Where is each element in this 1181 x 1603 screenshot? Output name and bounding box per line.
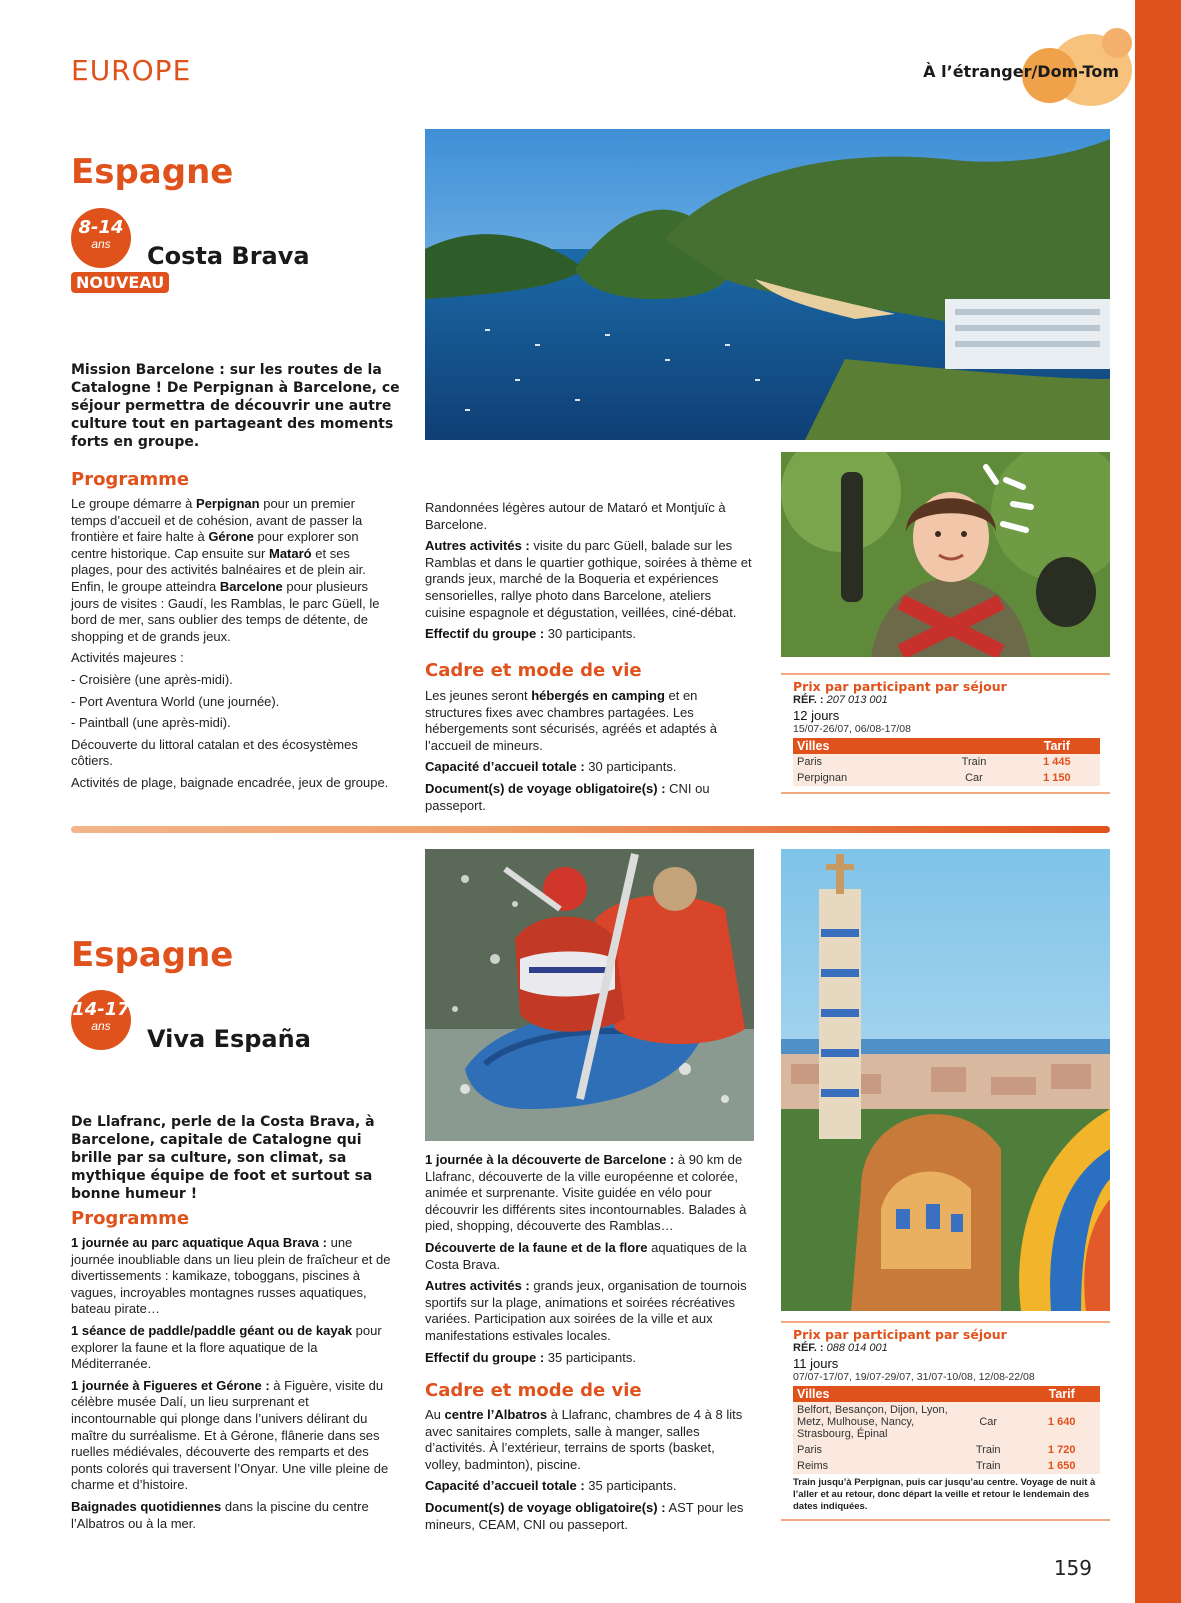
section-divider	[71, 826, 1110, 833]
reference: RÉF. : 207 013 001	[793, 694, 888, 706]
paragraph: Autres activités : visite du parc Güell, balade sur les Ramblas et dans le quartier gothique, soirées à thème et grands jeux, marché de la Boqueria et expériences sensorielles, rallye photo dans Barcelone, ateliers cuisine espagnole et dégustation, veillées, ciné-débat.	[425, 538, 752, 620]
paragraph: Activités de plage, baignade encadrée, jeux de groupe.	[71, 774, 389, 790]
side-accent-bar	[1135, 0, 1181, 1603]
age-badge	[71, 990, 131, 1050]
age-badge	[71, 208, 131, 268]
dates: 15/07-26/07, 06/08-17/08	[793, 723, 911, 735]
age-range: 8-14	[78, 217, 124, 238]
trip-title: Viva España	[147, 1025, 311, 1053]
duration: 11 jours	[793, 1356, 839, 1371]
cadre-text	[425, 688, 745, 819]
paragraph: Les jeunes seront hébergés en camping et en structures fixes avec chambres partagées. Les hébergements sont sécurisés, agréés et adaptés à l’accueil de mineurs.	[425, 688, 717, 753]
paintball-photo	[781, 452, 1110, 657]
table-row: Perpignan Car 1 150	[793, 770, 1100, 786]
rafting-photo	[425, 849, 754, 1141]
paragraph: Document(s) de voyage obligatoire(s) : AST pour les mineurs, CEAM, CNI ou passeport.	[425, 1499, 744, 1532]
list-item: - Paintball (une après-midi).	[71, 715, 231, 731]
paragraph: 1 journée à la découverte de Barcelone : à 90 km de Llafranc, découverte de la ville européenne et colorée, animée et surprenante. Visite guidée en vélo pour découvrir les différents sites incontournables. Balades à pied, shopping, découverte des Ramblas…	[425, 1152, 747, 1234]
col-header-cities: Villes	[793, 1386, 1023, 1402]
price-title: Prix par participant par séjour	[793, 679, 1007, 694]
paragraph: Document(s) de voyage obligatoire(s) : CNI ou passeport.	[425, 780, 710, 813]
table-row: Reims Train 1 650	[793, 1458, 1100, 1474]
dates: 07/07-17/07, 19/07-29/07, 31/07-10/08, 12/08-22/08	[793, 1371, 1035, 1383]
programme-text	[71, 1235, 396, 1537]
decor-circle	[1102, 28, 1132, 58]
age-unit: ans	[91, 237, 111, 251]
duration: 12 jours	[793, 708, 840, 723]
age-range: 14-17	[72, 999, 130, 1020]
price-table	[793, 738, 1100, 786]
transport-note: Train jusqu’à Perpignan, puis car jusqu’au centre. Voyage de nuit à l’aller et au retour, donc départ la veille et retour le lendemain des dates indiquées.	[793, 1477, 1096, 1512]
col-header-cities: Villes	[793, 738, 1014, 754]
col-header-tarif: Tarif	[1023, 1386, 1100, 1402]
col-header-tarif: Tarif	[1014, 738, 1100, 754]
paragraph: Baignades quotidiennes dans la piscine du centre l’Albatros ou à la mer.	[71, 1498, 369, 1531]
paragraph: Effectif du groupe : 30 participants.	[425, 626, 636, 642]
section-label: À l’étranger/Dom-Tom	[923, 62, 1119, 81]
country-title: Espagne	[71, 935, 234, 975]
list-item: - Croisière (une après-midi).	[71, 671, 233, 687]
paragraph: Effectif du groupe : 35 participants.	[425, 1349, 636, 1365]
programme-text	[71, 496, 391, 797]
paragraph: Le groupe démarre à Perpignan pour un premier temps d’accueil et de cohésion, avant de passer la frontière et faire halte à Gérone pour explorer son centre historique. Cap ensuite sur Mataró et ses plages, pour des activités balnéaires et de plein air. Enfin, le groupe atteindra Barcelone pour plusieurs jours de visites : Gaudí, les Ramblas, le parc Güell, le bord de mer, sans oublier des temps de détente, de shopping et de grands jeux.	[71, 496, 380, 644]
trip-title: Costa Brava	[147, 242, 310, 270]
paragraph: Découverte du littoral catalan et des écosystèmes côtiers.	[71, 736, 358, 769]
table-row: Belfort, Besançon, Dijon, Lyon, Metz, Mulhouse, Nancy, Strasbourg, Épinal Car 1 640	[793, 1402, 1100, 1442]
paragraph: Découverte de la faune et de la flore aquatiques de la Costa Brava.	[425, 1239, 747, 1272]
paragraph: Capacité d’accueil totale : 30 participants.	[425, 759, 677, 775]
cadre-text	[425, 1407, 750, 1538]
list-item: - Port Aventura World (une journée).	[71, 693, 280, 709]
paragraph: Au centre l’Albatros à Llafranc, chambres de 4 à 8 lits avec sanitaires complets, salle à manger, salles d’activités. À l’extérieur, terrains de sports (basket, volley, badminton), piscine.	[425, 1407, 743, 1472]
price-title: Prix par participant par séjour	[793, 1327, 1007, 1342]
country-title: Espagne	[71, 152, 234, 192]
intro-text: De Llafranc, perle de la Costa Brava, à Barcelone, capitale de Catalogne qui brille par sa culture, son climat, sa mythique équipe de foot et surtout sa bonne humeur !	[71, 1114, 375, 1202]
cadre-heading: Cadre et mode de vie	[425, 660, 642, 681]
reference: RÉF. : 088 014 001	[793, 1342, 888, 1354]
age-unit: ans	[91, 1019, 111, 1033]
page-number: 159	[1053, 1556, 1092, 1580]
paragraph: Randonnées légères autour de Mataró et Montjuïc à Barcelone.	[425, 500, 726, 532]
paragraph: Capacité d’accueil totale : 35 participants.	[425, 1478, 677, 1494]
table-row: Paris Train 1 720	[793, 1442, 1100, 1458]
paragraph: Autres activités : grands jeux, organisation de tournois sportifs sur la plage, animations et soirées récréatives variées. Participation aux soirées de la ville et aux manifestations estivales locales.	[425, 1278, 747, 1343]
paragraph: 1 journée au parc aquatique Aqua Brava : une journée inoubliable dans un lieu plein de fraîcheur et de divertissements : kamikaze, toboggans, piscines à vagues, incroyables montagnes russes aquatiques, bateau pirate…	[71, 1235, 391, 1317]
paragraph: 1 séance de paddle/paddle géant ou de kayak pour explorer la faune et la flore aquatique de la Méditerranée.	[71, 1322, 382, 1372]
price-box	[781, 1321, 1110, 1521]
price-box	[781, 673, 1110, 794]
park-guell-photo	[781, 849, 1110, 1311]
activities-text	[425, 500, 755, 648]
cadre-heading: Cadre et mode de vie	[425, 1380, 642, 1401]
activities-text	[425, 1152, 755, 1371]
table-row: Paris Train 1 445	[793, 754, 1100, 770]
region-title: EUROPE	[71, 54, 192, 87]
paragraph: Activités majeures :	[71, 650, 184, 666]
paragraph: 1 journée à Figueres et Gérone : à Figuère, visite du célèbre musée Dalí, un lieu surprenant et incontournable qui plonge dans l’univers délirant du maître du surréalisme. Et à Gérone, flânerie dans ses ruelles médiévales, découverte des remparts et des ponts colorés qui traversent l’Onyar. Une ville pleine de charme et d’histoire.	[71, 1377, 389, 1493]
programme-heading: Programme	[71, 1208, 190, 1229]
price-table	[793, 1386, 1100, 1474]
programme-heading: Programme	[71, 469, 190, 490]
intro-text: Mission Barcelone : sur les routes de la Catalogne ! De Perpignan à Barcelone, ce séjour permettra de découvrir une autre culture tout en partageant des moments forts en groupe.	[71, 362, 400, 450]
new-badge: NOUVEAU	[71, 272, 169, 293]
coast-photo	[425, 129, 1110, 440]
